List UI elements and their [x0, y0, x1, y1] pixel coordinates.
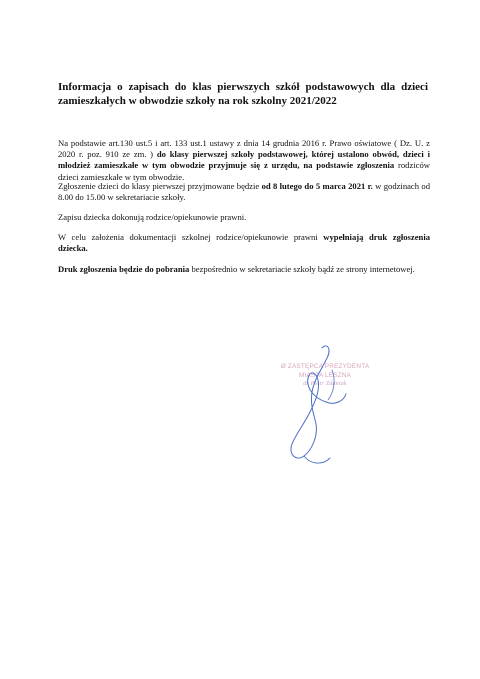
stamp-line-1: Ø ZASTĘPCA PREZYDENTA	[280, 363, 370, 370]
paragraph-documentation	[58, 232, 430, 254]
signature-stroke-tail	[304, 456, 330, 463]
p2-text-a: Zgłoszenie dzieci do klasy pierwszej przyjmowane będzie	[58, 181, 262, 191]
paragraph-dates	[58, 181, 430, 203]
paragraph-who-registers: Zapisu dziecka dokonują rodzice/opiekunowie prawni.	[58, 212, 247, 222]
signature-stroke-accent	[328, 370, 334, 400]
p1-text-b-bold: do klasy pierwszej szkoły podstawowej, której ustalono obwód, dzieci i młodzież zamieszkałe w tym obwodzie przyjmuje się z urzędu, na podstawie zgłoszenia	[58, 149, 430, 171]
signature-stroke-main	[291, 346, 346, 458]
p4-text-a: W celu założenia dokumentacji szkolnej rodzice/opiekunowie prawni	[58, 232, 324, 242]
p4-text-b-bold: wypełniają druk zgłoszenia dziecka.	[58, 232, 430, 254]
p2-date-range: od 8 lutego do 5 marca 2021 r.	[261, 181, 373, 191]
handwritten-signature	[270, 340, 360, 470]
p5-text-a-bold: Druk zgłoszenia będzie do pobrania	[58, 264, 190, 274]
stamp-line-2: MIASTA LESZNA	[298, 372, 352, 379]
p2-text-c: w godzinach od 8.00 do 15.00 w sekretariacie szkoły.	[58, 181, 430, 203]
stamp-line-3: dr Piotr Zdaniak	[303, 381, 347, 387]
p5-text-b: bezpośrednio w sekretariacie szkoły bądź ze strony internetowej.	[189, 264, 415, 274]
document-title: Informacja o zapisach do klas pierwszych szkół podstawowych dla dzieci zamieszkałych w obwodzie szkoły na rok szkolny 2021/2022	[58, 81, 428, 107]
paragraph-form-download	[58, 264, 430, 275]
p1-text-c: rodziców dzieci zamieszkałe w tym obwodzie.	[58, 160, 430, 182]
p1-text-a: Na podstawie art.130 ust.5 i art. 133 ust.1 ustawy z dnia 14 grudnia 2016 r. Prawo oświatowe ( Dz. U. z 2020 r. poz. 910 ze zm. )	[58, 138, 430, 160]
paragraph-legal-basis	[58, 138, 430, 183]
